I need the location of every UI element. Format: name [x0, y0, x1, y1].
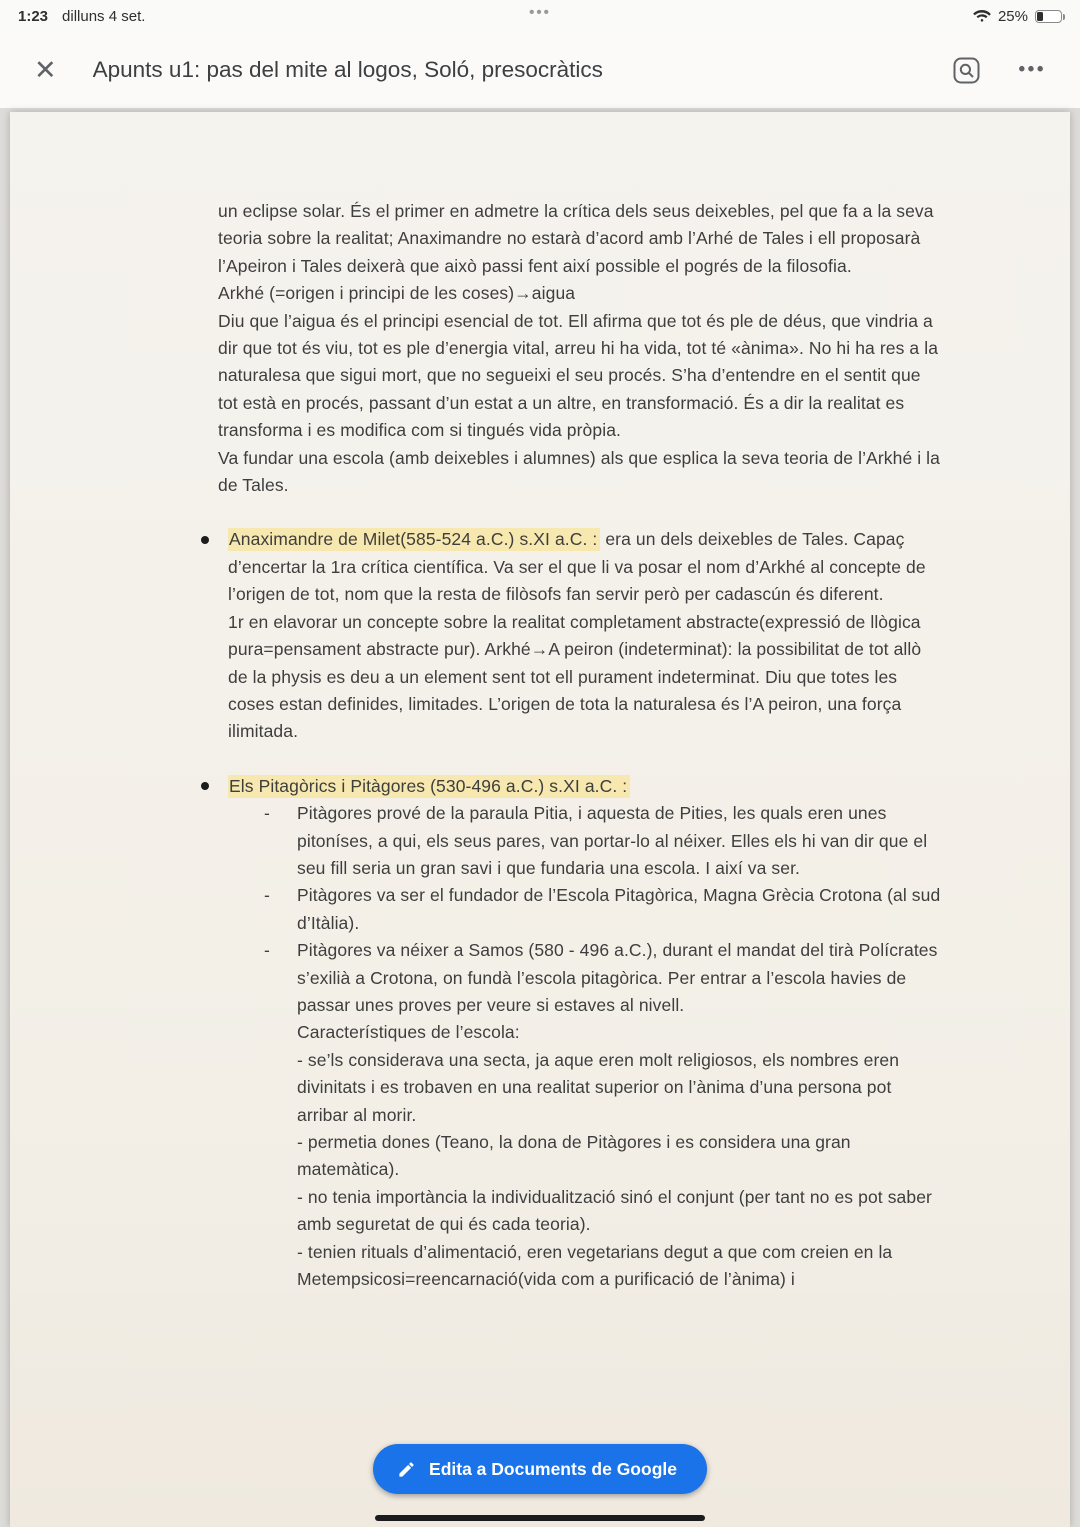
bullet-anaximandre-paragraph-2: 1r en elavorar un concepte sobre la realitat completament abstracte(expressió de llògica pura=pensament abstracte pur). Arkhé→A peiron (indeterminat): la possibilitat de tot allò de la physis es deu a un element sent tot ell purament indeterminat. Diu que totes les coses estan definides, limitades. L’origen de tota la naturalesa és l’A peiron, una força ilimitada.: [228, 611, 922, 742]
sub-item-3: [264, 937, 942, 1293]
more-icon: •••: [1018, 59, 1046, 80]
sub-item-paragraph: - permetia dones (Teano, la dona de Pitàgores i es considera una gran matemàtica).: [297, 1132, 851, 1180]
bullet-marker: [201, 782, 209, 790]
sub-item-paragraph: Pitàgores va ser el fundador de l’Escola Pitagòrica, Magna Grècia Crotona (al sud d’Itàlia).: [297, 885, 941, 933]
status-left: [18, 8, 145, 25]
pencil-icon: [397, 1460, 416, 1479]
intro-paragraph-2: Arkhé (=origen i principi de les coses)→aigua: [218, 283, 576, 304]
dash-marker: -: [264, 885, 270, 906]
document-title: Apunts u1: pas del mite al logos, Soló, presocràtics: [92, 57, 603, 82]
close-icon: ✕: [34, 54, 57, 85]
home-indicator[interactable]: [375, 1515, 705, 1521]
status-date: dilluns 4 set.: [62, 7, 146, 25]
intro-paragraph-4: Va fundar una escola (amb deixebles i alumnes) als que esplica la seva teoria de l’Arkhé i la de Tales.: [218, 447, 941, 496]
sub-item-paragraph: - tenien rituals d’alimentació, eren vegetarians degut a que com creien en la Metempsicosi=reencarnació(vida com a purificació de l’ànima) i: [297, 1241, 893, 1290]
find-in-document-icon: [952, 56, 981, 85]
sub-item-paragraph: - no tenia importància la individualització sinó el conjunt (per tant no es pot saber amb seguretat de qui és cada teoria).: [297, 1186, 932, 1235]
bullet-anaximandre-text: [228, 526, 942, 608]
dash-marker: -: [264, 940, 270, 961]
sub-item-1: [264, 800, 942, 882]
highlighted-heading: Els Pitagòrics i Pitàgores (530-496 a.C.) s.XI a.C. :: [228, 775, 630, 798]
close-button[interactable]: [30, 53, 61, 88]
bullet-marker: [201, 536, 209, 544]
document-page[interactable]: [10, 112, 1070, 1527]
bullet-pitagorics: [218, 773, 942, 1294]
wifi-icon: [973, 9, 991, 23]
toolbar-actions: [948, 52, 1050, 89]
edit-in-google-docs-button[interactable]: [373, 1444, 707, 1494]
bullet-pitagorics-heading: [228, 773, 942, 800]
bullet-body: era un dels deixebles de Tales. Capaç d’encertar la 1ra crítica científica. Va ser el que li va posar el nom d’Arkhé al concepte de l’origen de tot, nom que la resta de filòsofs fan servir però per cadascún és diferent.: [228, 529, 926, 605]
edit-button-label: Edita a Documents de Google: [429, 1458, 677, 1479]
multitask-handle-icon[interactable]: •••: [529, 4, 551, 21]
sub-item-text: [297, 882, 942, 937]
battery-fill: [1037, 12, 1043, 21]
sub-item-paragraph: Pitàgores va néixer a Samos (580 - 496 a.C.), durant el mandat del tirà Polícrates s’exilià a Crotona, on fundà l’escola pitagòrica. Per entrar a l’escola havies de passar unes proves per veure si estaves al nivell.: [297, 940, 938, 1015]
battery-percent: 25%: [997, 7, 1028, 25]
battery-nub: [1063, 14, 1066, 20]
status-bar: [0, 0, 1080, 32]
highlighted-heading: Anaximandre de Milet(585-524 a.C.) s.XI a.C. :: [228, 528, 600, 551]
sub-item-2: [264, 882, 942, 937]
sub-item-paragraph: Característiques de l’escola:: [297, 1022, 520, 1043]
app-toolbar: [0, 32, 1080, 108]
more-menu-button[interactable]: [1015, 55, 1050, 85]
intro-paragraph-3: Diu que l’aigua és el principi esencial de tot. Ell afirma que tot és ple de déus, que vindria a dir que tot és viu, tot es ple d’energia vital, arreu hi ha vida, tot té «ànima». No hi ha res a la naturalesa que sigui mort, que no segueixi el seu procés. S’ha d’entendre en el sentit que tot està en procés, passant d’un estat a un altre, en transformació. És a dir la realitat es transforma i es modifica com si tingués vida pròpia.: [218, 310, 939, 441]
sub-item-paragraph: Pitàgores prové de la paraula Pitia, i aquesta de Pities, les quals eren unes pitoníses, a qui, els seus pares, van portar-lo al néixer. Elles els hi van dir que el seu fill seria un gran savi i que fundaria una escola. I així va ser.: [297, 803, 928, 878]
intro-paragraph-1: un eclipse solar. És el primer en admetre la crítica dels seus deixebles, pel que fa a la seva teoria sobre la realitat; Anaximandre no estarà d’acord amb l’Arhé de Tales i ell proposarà l’Apeiron i Tales deixerà que això passi fent així possible el pogrés de la filosofia.: [218, 201, 934, 276]
status-time: 1:23: [18, 7, 49, 25]
document-content: [10, 112, 1070, 1333]
status-right: [973, 8, 1062, 25]
battery-icon: [1035, 10, 1062, 23]
bullet-anaximandre: [218, 526, 942, 745]
sub-item-text: [297, 800, 942, 882]
sub-item-text: [297, 937, 942, 1293]
dash-marker: -: [264, 803, 270, 824]
sub-item-paragraph: - se’ls considerava una secta, ja aque eren molt religiosos, els nombres eren divinitats i es trobaven en una realitat superior on l’ànima d’una persona pot arribar al morir.: [297, 1049, 900, 1125]
find-in-document-button[interactable]: [948, 52, 985, 89]
